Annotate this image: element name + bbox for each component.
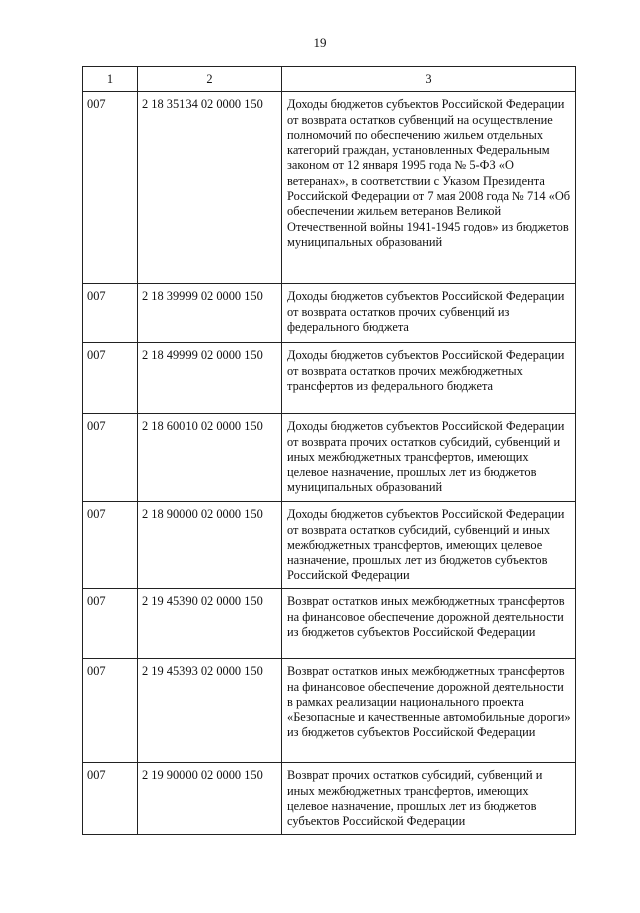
budget-code-cell: 2 18 49999 02 0000 150 [138,343,282,414]
budget-code-cell: 2 19 45390 02 0000 150 [138,589,282,659]
table-row [83,589,576,659]
income-codes-table [82,66,576,835]
column-header-1: 1 [83,67,138,92]
description-cell: Доходы бюджетов субъектов Российской Федерации от возврата прочих остатков субсидий, субвенций и иных межбюджетных трансфертов, имеющих целевое назначение, прошлых лет из бюджетов муниципальных образований [282,414,576,502]
description-cell: Возврат остатков иных межбюджетных трансфертов на финансовое обеспечение дорожной деятельности в рамках реализации национального проекта «Безопасные и качественные автомобильные дороги» из бюджетов субъектов Российской Федерации [282,659,576,763]
admin-code-cell: 007 [83,92,138,284]
admin-code-cell: 007 [83,502,138,589]
budget-code-cell: 2 19 90000 02 0000 150 [138,763,282,835]
budget-code-cell: 2 18 35134 02 0000 150 [138,92,282,284]
admin-code-cell: 007 [83,284,138,343]
description-cell: Доходы бюджетов субъектов Российской Федерации от возврата остатков прочих субвенций из федерального бюджета [282,284,576,343]
description-cell: Доходы бюджетов субъектов Российской Федерации от возврата остатков прочих межбюджетных трансфертов из федерального бюджета [282,343,576,414]
table-row [83,343,576,414]
admin-code-cell: 007 [83,343,138,414]
table-row [83,763,576,835]
page-number: 19 [313,35,327,50]
budget-code-cell: 2 19 45393 02 0000 150 [138,659,282,763]
budget-code-cell: 2 18 39999 02 0000 150 [138,284,282,343]
admin-code-cell: 007 [83,659,138,763]
admin-code-cell: 007 [83,763,138,835]
column-header-2: 2 [138,67,282,92]
admin-code-cell: 007 [83,414,138,502]
description-cell: Доходы бюджетов субъектов Российской Федерации от возврата остатков субсидий, субвенций и иных межбюджетных трансфертов, имеющих целевое назначение, прошлых лет из бюджетов субъектов Российской Федерации [282,502,576,589]
column-header-3: 3 [282,67,576,92]
table-row [83,659,576,763]
budget-code-cell: 2 18 90000 02 0000 150 [138,502,282,589]
description-cell: Возврат остатков иных межбюджетных трансфертов на финансовое обеспечение дорожной деятельности из бюджетов субъектов Российской Федерации [282,589,576,659]
table-row [83,92,576,284]
description-cell: Доходы бюджетов субъектов Российской Федерации от возврата остатков субвенций на осуществление полномочий по обеспечению жильем отдельных категорий граждан, установленных Федеральным законом от 12 января 1995 года № 5-ФЗ «О ветеранах», в соответствии с Указом Президента Российской Федерации от 7 мая 2008 года № 714 «Об обеспечении жильем ветеранов Великой Отечественной войны 1941-1945 годов» из бюджетов муниципальных образований [282,92,576,284]
table-header-row [83,67,576,92]
description-cell: Возврат прочих остатков субсидий, субвенций и иных межбюджетных трансфертов, имеющих целевое назначение, прошлых лет из бюджетов субъектов Российской Федерации [282,763,576,835]
table-row [83,414,576,502]
table-row [83,284,576,343]
admin-code-cell: 007 [83,589,138,659]
budget-code-cell: 2 18 60010 02 0000 150 [138,414,282,502]
table-row [83,502,576,589]
